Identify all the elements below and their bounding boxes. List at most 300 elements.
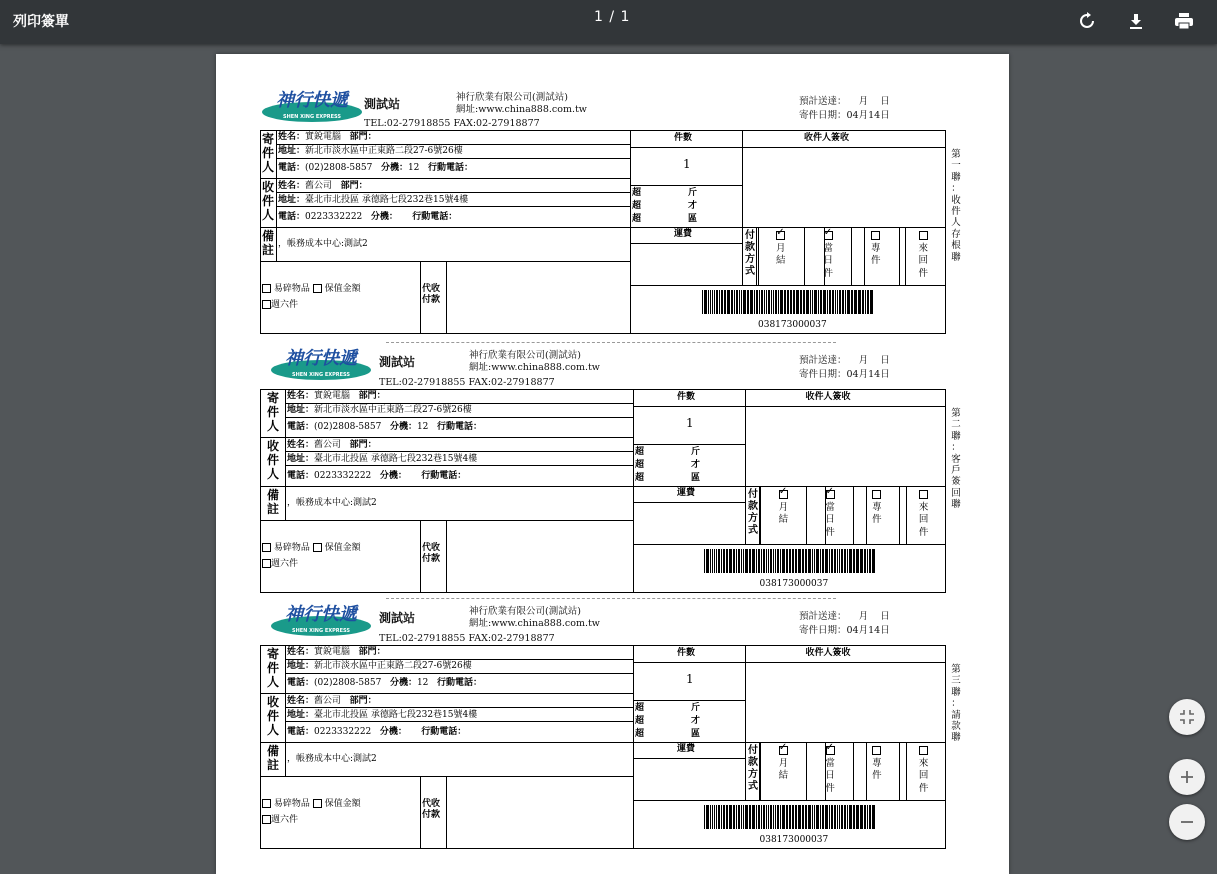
grid-line [630,227,742,228]
grid-line [276,158,630,159]
label: 分機： [389,422,417,432]
tag-char: 註 [266,502,279,516]
tag-char: 付 [745,230,755,241]
sender-ext: 12 [407,163,420,173]
tag-char: 註 [261,243,274,257]
pay-option-checkbox[interactable] [872,746,881,755]
tag-char: 式 [748,525,758,536]
fragile-checkbox[interactable] [262,543,271,552]
receiver-address-row [287,710,477,721]
options-row [262,284,361,295]
pay-option-checkbox[interactable] [776,231,785,240]
sender-address: 新北市淡水區中正東路二段27-6號26樓 [305,146,463,156]
pay-option-checkbox[interactable] [919,746,928,755]
grid-line [260,742,633,743]
over-row-label [635,473,644,484]
station-name: 測試站 [379,355,416,369]
sender-phone: (02)2808-5857 [305,163,373,173]
zoom-in-button[interactable] [1169,759,1205,795]
pay-option-checkbox[interactable] [919,231,928,240]
label: 行動電話： [421,471,467,481]
pay-option-char: 件 [872,770,882,781]
grid-line [285,721,633,722]
grid-line [630,130,631,334]
copy-label-char: 聯 [951,499,961,511]
grid-line [806,486,807,544]
grid-line [420,520,421,593]
pay-option-char: 件 [918,526,929,538]
pay-option-char: 當 [825,501,835,513]
fit-page-button[interactable] [1169,699,1205,735]
fit-icon [1179,709,1195,725]
copy-label-char: 聯 [951,686,961,698]
barcode [702,290,874,314]
receiver-name-row [287,440,377,451]
pay-option-checkbox[interactable] [824,231,833,240]
pay-option-1[interactable] [821,230,835,280]
tracking-number: 038173000037 [759,835,829,845]
pieces-value: 1 [683,157,691,171]
freight-label: 運費 [674,229,693,239]
pay-option-char: 回 [918,770,929,781]
note-text: ，帳務成本中心:測試2 [287,754,377,764]
receiver-address: 臺北市北投區 承德路七段232巷15號4樓 [305,195,469,205]
company-logo [260,88,364,124]
over-unit: 區 [688,214,698,224]
pay-method-tag [746,745,760,793]
over-unit: 才 [691,460,701,470]
label: 姓名： [287,440,315,450]
over-unit: 斤 [691,703,701,713]
pay-option-2[interactable] [870,745,884,783]
insured-checkbox[interactable] [313,543,322,552]
pay-option-3[interactable] [916,230,930,280]
pay-option-char: 件 [918,267,928,279]
saturday-checkbox[interactable] [262,300,271,309]
tag-char: 備 [266,488,279,502]
document-page [216,54,1009,874]
copy-label-char: 簽 [951,476,961,488]
receiver-phone-row [278,212,457,223]
pay-option-checkbox[interactable] [779,490,788,499]
insured-label: 保值金額 [324,284,361,294]
freight-header [677,744,695,755]
signature-label: 收件人簽收 [805,392,851,402]
pieces-count [686,674,694,685]
copy-label-char: ： [951,698,961,710]
tag-char: 式 [748,781,758,792]
grid-line [899,742,900,800]
svg-text:SHEN XING EXPRESS: SHEN XING EXPRESS [291,628,351,634]
label: 電話： [287,422,315,432]
grid-line [285,659,633,660]
grid-line [745,486,946,487]
cod-label: 付款 [422,554,441,564]
receiver-name: 舊公司 [314,696,342,706]
over-row-unit [691,460,700,471]
grid-line [633,406,946,407]
copy-label-char: 第 [951,664,961,675]
copy-label-char: 戶 [951,465,961,477]
note-tag [266,744,280,772]
sender-ext: 12 [416,422,429,432]
label: 姓名： [278,132,306,142]
copy-label-char: 三 [951,675,961,687]
download-icon[interactable] [1125,10,1147,32]
pay-option-char: 月 [775,242,786,254]
pay-option-0[interactable] [776,745,790,783]
tag-char: 寄 [261,132,274,146]
sender-phone-row [287,678,482,689]
company-name: 神行欣業有限公司(測試站) [456,92,568,103]
waybill-copy [216,86,1009,342]
pay-option-char: 回 [918,255,928,266]
fragile-label: 易碎物品 [273,799,310,809]
grid-line [745,742,946,743]
note-tag [266,488,280,516]
label: 行動電話： [412,212,458,222]
pay-option-checkbox[interactable] [871,231,880,240]
grid-line [633,544,946,545]
copy-label-char: ： [951,442,961,454]
sender-address-row [278,146,463,157]
pay-option-char: 結 [778,770,789,781]
copy-label [950,408,962,511]
grid-line [276,206,630,207]
pay-option-checkbox[interactable] [826,746,835,755]
grid-line [276,144,630,145]
copy-label-char: 根 [951,240,961,252]
tag-char: 方 [748,769,758,780]
grid-line [260,437,633,438]
pay-option-char: 月 [778,757,789,769]
grid-line [276,192,630,193]
copy-label-char: 存 [951,228,961,240]
pay-option-3[interactable] [917,489,931,539]
over-label: 超 [635,460,645,470]
label: 部門： [358,647,386,657]
tag-char: 收 [261,180,274,194]
pay-option-2[interactable] [869,230,883,268]
receiver-tag [261,180,275,222]
print-icon[interactable] [1173,10,1195,32]
copy-label-char: 聯 [951,732,961,744]
saturday-checkbox[interactable] [262,559,271,568]
sender-phone-row [278,163,473,174]
label: 部門： [340,181,368,191]
pieces-count [686,418,694,429]
label: 地址： [287,710,315,720]
grid-line [806,742,807,800]
rotate-icon[interactable] [1076,10,1098,32]
grid-line [260,261,630,262]
label: 姓名： [287,647,315,657]
tag-char: 人 [266,675,279,689]
label: 電話： [287,471,315,481]
signature-header [804,133,849,144]
copy-label-char: 件 [951,206,961,218]
pieces-label: 件數 [677,392,696,402]
receiver-name-row [287,696,377,707]
company-telfax: TEL:02-27918855 FAX:02-27918877 [379,633,555,644]
over-row-unit [691,447,700,458]
grid-line [899,486,900,544]
over-label: 超 [635,729,645,739]
tag-char: 人 [266,467,279,481]
label: 電話： [287,727,315,737]
tracking-number-text [760,579,829,590]
options-row [262,543,361,554]
svg-text:神行快遞: 神行快遞 [285,348,357,369]
over-row-unit [691,703,700,714]
grid-line [446,520,447,593]
pay-option-checkbox[interactable] [872,490,881,499]
svg-text:SHEN XING EXPRESS: SHEN XING EXPRESS [282,114,342,120]
grid-line [285,417,633,418]
pay-option-char: 日 [825,514,835,525]
station-name: 測試站 [364,97,401,111]
label: 行動電話： [428,163,474,173]
waybill-copy [216,342,1009,598]
pay-option-checkbox[interactable] [779,746,788,755]
grid-line [759,742,760,800]
grid-line [633,645,634,849]
station-name: 測試站 [379,611,416,625]
pay-method-tag [743,230,757,278]
over-label: 超 [635,716,645,726]
copy-label-char: 第 [951,149,961,160]
pay-option-0[interactable] [776,489,790,527]
tag-char: 人 [261,160,274,174]
fragile-checkbox[interactable] [262,799,271,808]
tag-char: 款 [745,242,755,253]
over-row-label [635,447,644,458]
label: 行動電話： [437,422,483,432]
fragile-label: 易碎物品 [273,543,310,553]
over-row-unit [691,473,700,484]
saturday-label: 週六件 [271,559,299,569]
sender-tag [266,647,280,689]
company-name: 神行欣業有限公司(測試站) [469,606,581,617]
receiver-name: 舊公司 [314,440,342,450]
svg-text:神行快遞: 神行快遞 [276,90,348,111]
tag-char: 收 [266,439,279,453]
grid-line [420,776,421,849]
tag-char: 人 [266,419,279,433]
company-info [456,92,587,116]
copy-label-char: ： [951,183,961,195]
copy-label-char: 聯 [951,430,961,442]
sender-tag [266,391,280,433]
viewer-toolbar [0,0,1217,44]
copy-label-char: 聯 [951,251,961,263]
send-date-line: 寄件日期：04月14日 [799,110,890,121]
pieces-value: 1 [686,672,694,686]
pieces-count [683,159,691,170]
sender-ext: 12 [416,678,429,688]
saturday-row [262,300,298,311]
grid-line [633,662,946,663]
company-website: 網址:www.china888.com.tw [469,618,600,629]
grid-line [742,227,946,228]
zoom-out-button[interactable] [1169,804,1205,840]
signature-label: 收件人簽收 [805,648,851,658]
pay-option-char: 專 [872,757,882,769]
cod-label: 代收 [422,284,441,294]
barcode [704,549,876,573]
grid-line [630,147,946,148]
company-name: 神行欣業有限公司(測試站) [469,350,581,361]
pay-option-3[interactable] [917,745,931,795]
label: 電話： [278,212,306,222]
insured-label: 保值金額 [324,543,361,553]
grid-line [260,486,633,487]
eta-line: 預計送達： 月 日 [799,611,890,622]
over-unit: 才 [688,201,698,211]
company-website: 網址:www.china888.com.tw [469,362,600,373]
freight-label: 運費 [677,744,696,754]
label: 地址： [287,661,315,671]
copy-label [950,149,962,263]
pay-option-2[interactable] [870,489,884,527]
pay-option-0[interactable] [774,230,788,268]
sender-name-row [287,647,386,658]
grid-line [630,243,742,244]
copy-label-char: 第 [951,408,961,419]
tag-char: 方 [748,513,758,524]
receiver-phone: 0223332222 [305,212,363,222]
pay-option-checkbox[interactable] [826,490,835,499]
grid-line [285,403,633,404]
pay-option-1[interactable] [823,489,837,539]
pay-option-char: 件 [918,782,929,794]
cod-label: 付款 [422,295,441,305]
grid-line [851,227,852,285]
receiver-address-row [287,454,477,465]
note-row [287,754,377,765]
tracking-number: 038173000037 [758,320,827,330]
grid-line [446,261,447,334]
grid-line [285,707,633,708]
tag-char: 式 [745,266,755,277]
grid-line [759,486,760,544]
cod-label: 代收 [422,799,441,809]
label: 部門： [349,440,377,450]
receiver-name: 舊公司 [305,181,333,191]
eta-line: 預計送達： 月 日 [799,355,890,366]
receiver-phone: 0223332222 [314,727,372,737]
label: 電話： [287,678,315,688]
label: 部門： [349,132,377,142]
over-row-unit [688,201,697,212]
tracking-number: 038173000037 [759,579,829,589]
receiver-name-row [278,181,368,192]
fragile-checkbox[interactable] [262,284,271,293]
label: 分機： [379,727,407,737]
copy-label-char: 回 [951,487,961,499]
company-info [469,350,600,374]
pay-option-char: 專 [872,501,882,513]
over-row-unit [688,214,697,225]
over-row-label [632,188,641,199]
over-row-unit [691,729,700,740]
sender-name: 實銳電腦 [305,132,342,142]
page-indicator [594,9,630,25]
over-row-unit [688,188,697,199]
document-title: 列印簽單 [13,14,69,30]
grid-line [905,227,906,285]
tag-char: 件 [266,709,279,723]
grid-line [633,800,946,801]
grid-line [420,261,421,334]
grid-line [760,742,761,800]
pieces-label: 件數 [674,133,693,143]
send-date-line: 寄件日期：04月14日 [799,369,890,380]
pay-option-char: 日 [823,255,833,266]
note-tag [261,229,275,257]
zoom-in-icon [1179,769,1195,785]
copy-label-char: 人 [951,217,961,229]
pay-option-char: 專 [870,242,881,254]
grid-line [853,486,854,544]
grid-line [899,227,900,285]
over-row-label [635,716,644,727]
over-label: 超 [632,214,642,224]
grid-line [633,502,745,503]
label: 地址： [278,195,306,205]
over-label: 超 [635,703,645,713]
label: 分機： [380,163,408,173]
signature-header [806,392,851,403]
send-date-line: 寄件日期：04月14日 [799,625,890,636]
cod-label: 代收 [422,543,441,553]
grid-line [276,130,277,261]
saturday-row [262,559,298,570]
grid-line [756,227,757,285]
tag-char: 件 [266,661,279,675]
pay-option-checkbox[interactable] [919,490,928,499]
pay-option-char: 回 [918,514,929,525]
receiver-tag [266,439,280,481]
label: 姓名： [287,696,315,706]
sender-address-row [287,661,472,672]
pay-option-char: 當 [825,757,835,769]
grid-line [760,486,761,544]
pay-option-1[interactable] [823,745,837,795]
grid-line [630,285,946,286]
page-current[interactable]: 1 [594,9,604,25]
saturday-checkbox[interactable] [262,815,271,824]
tag-char: 註 [266,758,279,772]
label: 分機： [379,471,407,481]
copy-label [950,664,962,744]
note-row [278,239,368,250]
note-row [287,498,377,509]
grid-line [866,742,867,800]
grid-line [285,645,286,776]
over-label: 超 [635,447,645,457]
receiver-phone-row [287,727,466,738]
insured-checkbox[interactable] [313,799,322,808]
tag-char: 備 [261,229,274,243]
grid-line [866,486,867,544]
label: 部門： [358,391,386,401]
copy-label-char: 請 [951,709,961,721]
pay-option-char: 件 [823,267,833,279]
svg-text:神行快遞: 神行快遞 [285,604,357,625]
insured-checkbox[interactable] [313,284,322,293]
sender-phone: (02)2808-5857 [314,678,382,688]
